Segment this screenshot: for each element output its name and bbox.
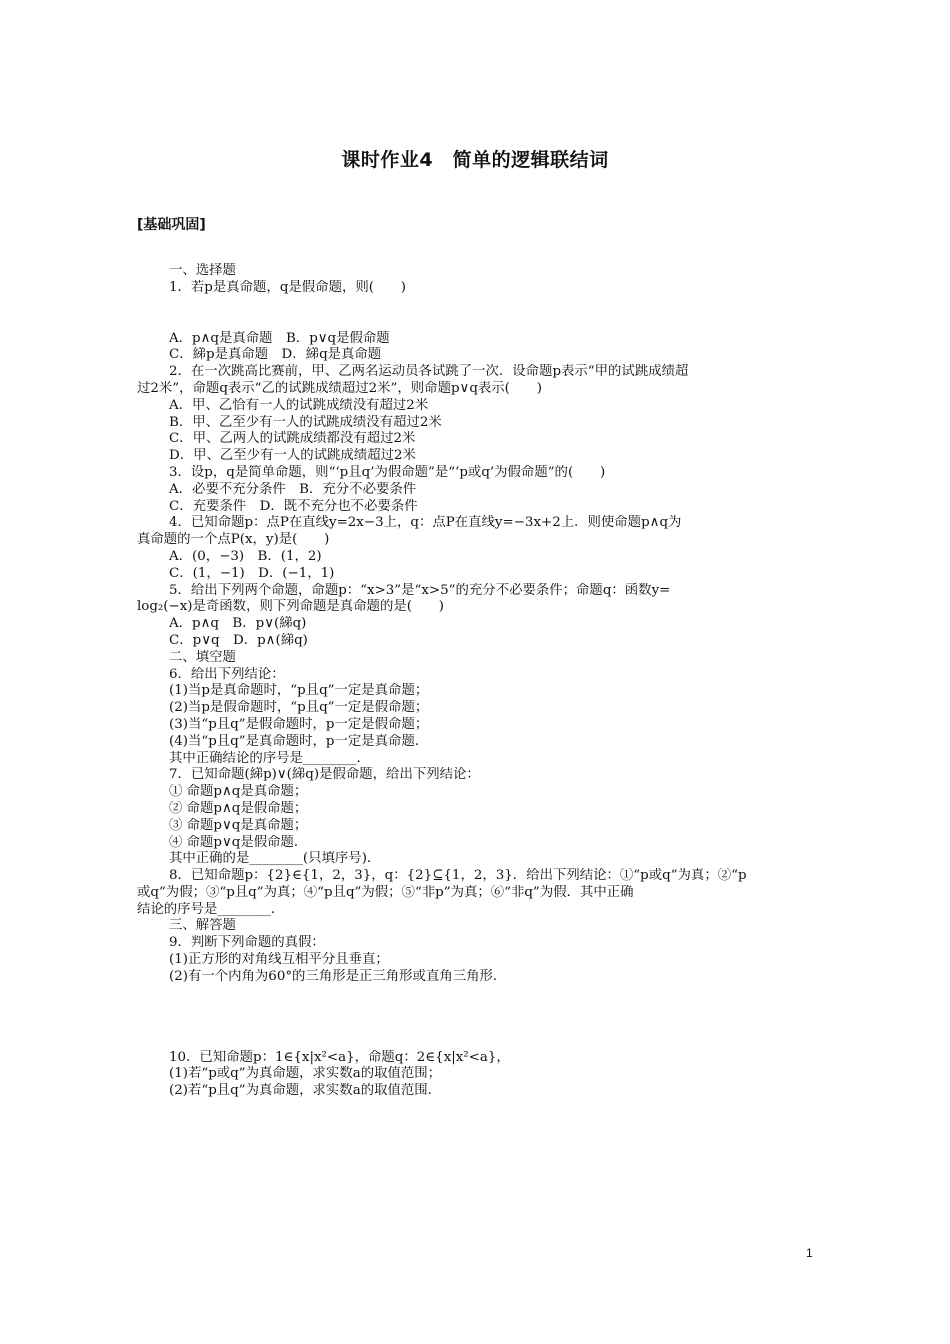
block2-line: 真命题的一个点P(x，y)是( ): [137, 532, 330, 548]
block2-line: 4．已知命题p：点P在直线y=2x−3上，q：点P在直线y=−3x+2上．则使命题p∧q为: [169, 515, 682, 531]
block2-line: 结论的序号是________．: [137, 901, 285, 917]
block2-line: 2．在一次跳高比赛前，甲、乙两名运动员各试跳了一次．设命题p表示“甲的试跳成绩超: [169, 364, 689, 380]
block2-line: ④ 命题p∨q是假命题．: [169, 834, 308, 850]
page-number: 1: [806, 1246, 813, 1260]
block2-line: log₂(−x)是奇函数，则下列命题是真命题的是( ): [137, 599, 444, 615]
block2-line: ② 命题p∧q是假命题；: [169, 800, 308, 816]
block3-line: (1)若“p或q”为真命题，求实数a的取值范围；: [169, 1066, 442, 1082]
page-title: 课时作业4 简单的逻辑联结词: [341, 149, 609, 171]
question-10-block: [137, 1050, 817, 1100]
block2-line: ① 命题p∧q是真命题；: [169, 784, 308, 800]
block2-line: C．綈p是真命题 D．綈q是真命题: [169, 347, 382, 363]
questions-block: [137, 331, 817, 986]
block2-line: D．甲、乙至少有一人的试跳成绩超过2米: [169, 448, 416, 464]
block2-line: 3．设p，q是简单命题，则“‘p且q’为假命题”是“‘p或q’为假命题”的( ): [169, 464, 606, 480]
block1-line: 一、选择题: [169, 263, 236, 278]
block2-line: 过2米”，命题q表示“乙的试跳成绩超过2米”，则命题p∨q表示( ): [137, 380, 542, 396]
block2-line: A．p∧q B．p∨(綈q): [169, 616, 307, 632]
block2-line: C．充要条件 D．既不充分也不必要条件: [169, 498, 418, 514]
block2-line: A．(0，−3) B．(1，2): [169, 548, 322, 564]
block2-line: C．甲、乙两人的试跳成绩都没有超过2米: [169, 431, 416, 447]
document-body: [137, 263, 817, 1100]
block3-line: 10．已知命题p：1∈{x|x²<a}，命题q：2∈{x|x²<a}，: [169, 1049, 510, 1065]
block2-line: A．必要不充分条件 B．充分不必要条件: [169, 481, 417, 497]
block2-line: 7．已知命题(綈p)∨(綈q)是假命题，给出下列结论：: [169, 767, 480, 783]
block2-line: 二、填空题: [169, 649, 236, 665]
spacer: [137, 297, 817, 331]
block1-line: 1．若p是真命题，q是假命题，则( ): [169, 279, 406, 295]
block2-line: (3)当“p且q”是假命题时，p一定是假命题；: [169, 716, 429, 732]
block2-line: C．(1，−1) D．(−1，1): [169, 565, 335, 581]
block2-line: 其中正确的是________(只填序号)．: [169, 851, 381, 867]
block2-line: (2)当p是假命题时，“p且q”一定是假命题；: [169, 700, 429, 716]
block2-line: 6．给出下列结论：: [169, 666, 285, 682]
block2-line: C．p∨q D．p∧(綈q): [169, 632, 308, 648]
block2-line: 5．给出下列两个命题，命题p：“x>3”是“x>5”的充分不必要条件；命题q：函数y=: [169, 582, 671, 598]
block2-line: (1)正方形的对角线互相平分且垂直；: [169, 952, 389, 968]
block2-line: A．甲、乙恰有一人的试跳成绩没有超过2米: [169, 397, 429, 413]
intro-block: [137, 263, 817, 297]
block2-line: A．p∧q是真命题 B．p∨q是假命题: [169, 330, 390, 346]
block2-line: ③ 命题p∨q是真命题；: [169, 817, 308, 833]
block2-line: B．甲、乙至少有一人的试跳成绩没有超过2米: [169, 414, 442, 430]
block3-line: (2)若“p且q”为真命题，求实数a的取值范围．: [169, 1083, 442, 1099]
block2-line: 9．判断下列命题的真假：: [169, 935, 325, 951]
block2-line: (4)当“p且q”是真命题时，p一定是真命题．: [169, 733, 429, 749]
block2-line: (1)当p是真命题时，“p且q”一定是真命题；: [169, 683, 429, 699]
block2-line: (2)有一个内角为60°的三角形是正三角形或直角三角形．: [169, 968, 507, 984]
block2-line: 其中正确结论的序号是________．: [169, 750, 370, 766]
block2-line: 或q”为假；③“p且q”为真；④“p且q”为假；⑤“非p”为真；⑥“非q”为假．其中正确: [137, 884, 634, 900]
block2-line: 8．已知命题p：{2}∈{1，2，3}，q：{2}⊆{1，2，3}．给出下列结论：①“p或q”为真；②“p: [169, 868, 747, 884]
block2-line: 三、解答题: [169, 918, 236, 934]
section-heading: [基础巩固]: [137, 217, 206, 233]
spacer: [137, 986, 817, 1050]
